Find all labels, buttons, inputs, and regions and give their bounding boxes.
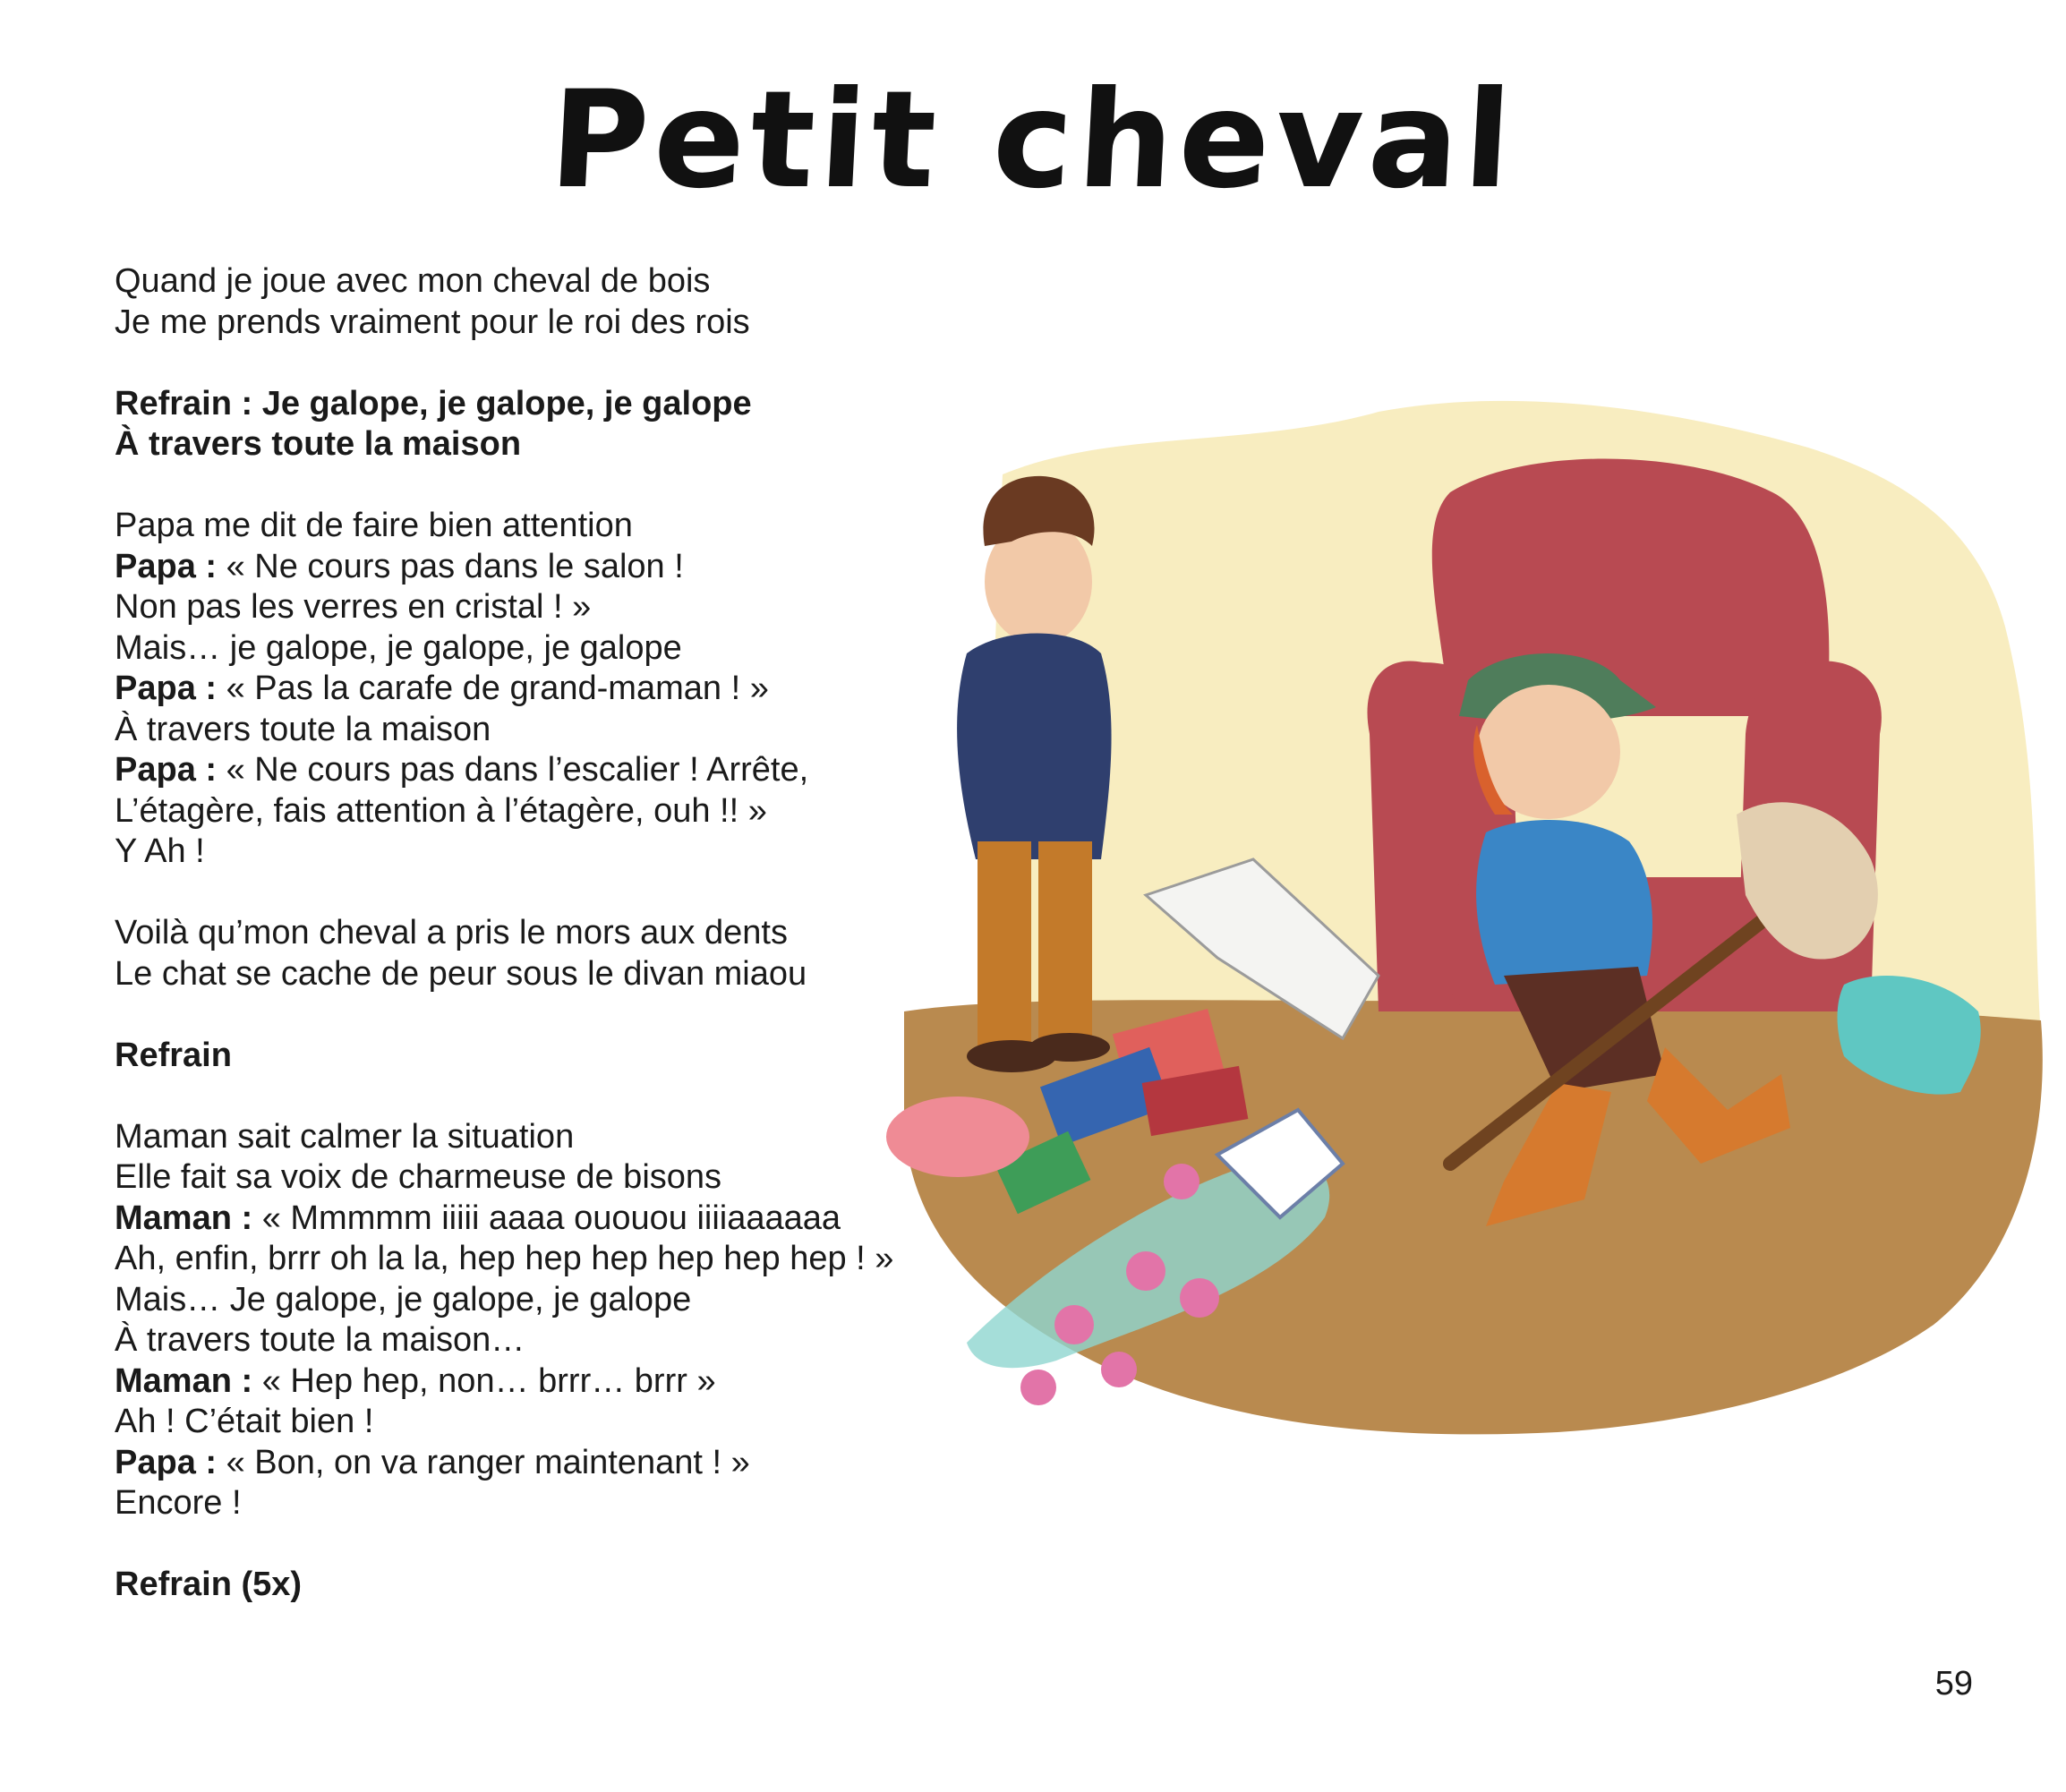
lyric-line: Y Ah !	[115, 832, 205, 870]
dialogue-text: « Ne cours pas dans le salon !	[217, 547, 684, 585]
dialogue-text: « Ne cours pas dans l’escalier ! Arrête,	[217, 751, 809, 789]
page-title: Petit cheval	[546, 63, 1520, 218]
lyric-line: Je me prends vraiment pour le roi des rois	[115, 303, 750, 341]
illustration	[877, 394, 2059, 1531]
speaker-label: Papa :	[115, 751, 218, 789]
lyric-line: Maman sait calmer la situation	[115, 1117, 575, 1156]
lyric-line: Elle fait sa voix de charmeuse de bisons	[115, 1158, 722, 1196]
refrain-final-label: Refrain (5x)	[115, 1566, 303, 1603]
lyric-line: Papa me dit de faire bien attention	[115, 507, 633, 544]
speaker-label: Maman :	[115, 1199, 253, 1237]
refrain-line: À travers toute la maison	[115, 425, 522, 463]
lyric-line: Le chat se cache de peur sous le divan miaou	[115, 954, 807, 993]
lyric-line: Ah ! C’était bien !	[115, 1403, 374, 1440]
speaker-label: Maman :	[115, 1361, 253, 1400]
speaker-label: Papa :	[115, 1443, 218, 1481]
lyric-line: À travers toute la maison…	[115, 1321, 525, 1359]
lyric-line: Encore !	[115, 1484, 242, 1522]
lyric-line: Non pas les verres en cristal ! »	[115, 588, 592, 626]
teddy-bear	[886, 1097, 1029, 1177]
lyric-line: Quand je joue avec mon cheval de bois	[115, 262, 711, 300]
refrain-line: Refrain : Je galope, je galope, je galope	[115, 384, 752, 422]
lyric-line: Ah, enfin, brrr oh la la, hep hep hep hep hep hep ! »	[115, 1240, 894, 1277]
lyric-line: Mais… Je galope, je galope, je galope	[115, 1280, 692, 1318]
dialogue-text: « Pas la carafe de grand-maman ! »	[217, 670, 769, 707]
refrain-label: Refrain	[115, 1036, 232, 1074]
speaker-label: Papa :	[115, 547, 218, 585]
dialogue-text: « Mmmmm iiiii aaaa ououou iiiiaaaaaa	[252, 1199, 841, 1237]
lyric-line: Voilà qu’mon cheval a pris le mors aux dents	[115, 914, 788, 951]
dialogue-text: « Bon, on va ranger maintenant ! »	[217, 1443, 750, 1481]
speaker-label: Papa :	[115, 670, 218, 707]
lyric-line: Mais… je galope, je galope, je galope	[115, 628, 682, 667]
page-number: 59	[1934, 1665, 1973, 1702]
dialogue-text: « Hep hep, non… brrr… brrr »	[252, 1361, 716, 1400]
lyric-line: L’étagère, fais attention à l’étagère, ouh !! »	[115, 791, 767, 830]
lyric-line: À travers toute la maison	[115, 710, 491, 748]
stanza-gap	[115, 343, 1081, 384]
